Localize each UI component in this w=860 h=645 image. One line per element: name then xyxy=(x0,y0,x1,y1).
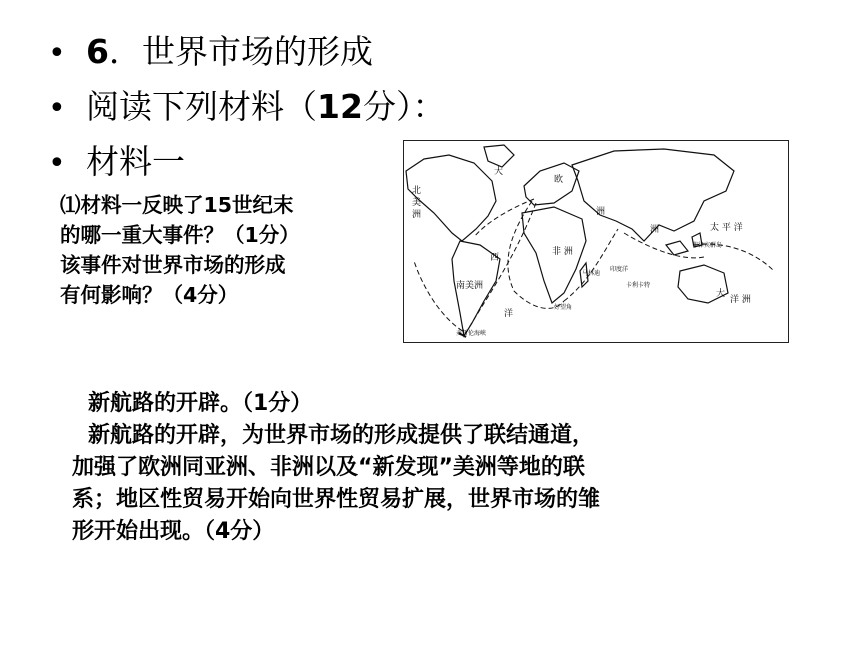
question-line: 有何影响？（4分） xyxy=(60,283,239,307)
answer-line: 加强了欧洲同亚洲、非洲以及“新发现”美洲等地的联 xyxy=(72,455,585,480)
instruction-text-end: 分）： xyxy=(362,87,446,126)
map-label-africa: 非 洲 xyxy=(552,247,573,257)
instruction-line xyxy=(48,87,445,129)
map-label-europe-2: 洲 xyxy=(596,207,606,217)
heading-text: ．世界市场的形成 xyxy=(108,32,373,71)
material-line xyxy=(48,142,185,184)
map-label-pacific: 太 平 洋 xyxy=(710,223,743,233)
map-label-strait: 麦哲伦海峡 xyxy=(456,330,487,337)
question-number: 6 xyxy=(86,32,109,71)
map-label-melinde: 马林迪 xyxy=(582,270,601,277)
map-label-philippines: 菲律宾群岛 xyxy=(692,242,723,249)
heading-line xyxy=(48,32,373,74)
question-line: ⑴材料一反映了15世纪末 xyxy=(60,193,294,217)
bullet-dot: • xyxy=(48,91,66,126)
material-title: 材料一 xyxy=(86,142,185,181)
map-label-north-america: 北美洲 xyxy=(412,186,422,220)
answer-text xyxy=(72,388,792,548)
map-label-route: 卡利卡特 xyxy=(626,282,651,289)
map-label-cape: 好望角 xyxy=(554,304,573,311)
answer-line: 新航路的开辟，为世界市场的形成提供了联结通道， xyxy=(88,423,595,448)
instruction-text: 阅读下列材料（ xyxy=(86,87,317,126)
map-label-ocean-east: 洋 洲 xyxy=(730,295,751,305)
answer-line: 形开始出现。（4分） xyxy=(72,519,275,544)
question-line: 的哪一重大事件？（1分） xyxy=(60,223,300,247)
answer-line: 新航路的开辟。（1分） xyxy=(88,391,313,416)
map-label-atlantic-2: 西 xyxy=(490,253,500,263)
map-label-asia: 洲 xyxy=(650,225,660,235)
question-line: 该事件对世界市场的形成 xyxy=(60,253,286,277)
map-label-australia: 大 xyxy=(716,289,726,299)
map-label-europe-1: 欧 xyxy=(554,175,564,185)
score-number: 12 xyxy=(317,87,363,126)
map-drawing xyxy=(404,141,788,342)
question-text xyxy=(60,190,390,310)
bullet-dot: • xyxy=(48,146,66,181)
map-label-indian-ocean: 印度洋 xyxy=(610,266,629,273)
bullet-dot: • xyxy=(48,36,66,71)
answer-line: 系；地区性贸易开始向世界性贸易扩展，世界市场的雏 xyxy=(72,487,601,512)
map-label-atlantic-3: 洋 xyxy=(504,309,514,319)
map-label-atlantic-1: 大 xyxy=(494,167,504,177)
map-label-south-america: 南美洲 xyxy=(456,281,484,291)
world-map-new-routes xyxy=(403,140,789,343)
